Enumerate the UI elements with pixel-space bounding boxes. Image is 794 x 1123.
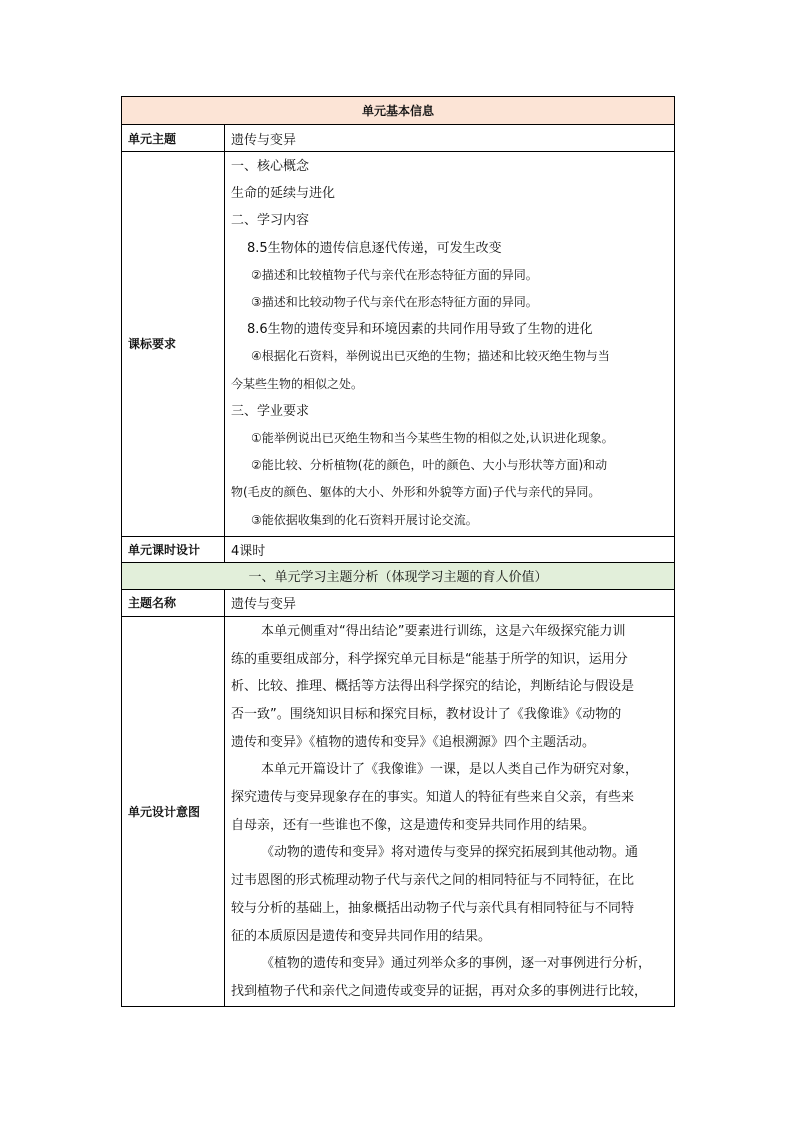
design-intent-line: 否一致”。围绕知识目标和探究目标，教材设计了《我像谁》《动物的 <box>231 706 622 722</box>
curriculum-content <box>225 152 675 537</box>
topic-name-value: 遗传与变异 <box>225 589 675 616</box>
curriculum-line: ①能举例说出已灭绝生物和当今某些生物的相似之处,认识进化现象。 <box>251 431 614 446</box>
design-intent-row <box>122 616 675 1006</box>
topic-name-label: 主题名称 <box>122 589 225 616</box>
section-one-row <box>122 562 675 589</box>
curriculum-line: ②能比较、分析植物(花的颜色，叶的颜色、大小与形状等方面)和动 <box>251 458 608 473</box>
lesson-design-row <box>122 536 675 562</box>
design-intent-line: 自母亲，还有一些谁也不像，这是遗传和变异共同作用的结果。 <box>231 817 596 833</box>
curriculum-line: ③描述和比较动物子代与亲代在形态特征方面的异同。 <box>251 295 538 310</box>
design-intent-line: 过韦恩图的形式梳理动物子代与亲代之间的相同特征与不同特征，在比 <box>231 873 635 889</box>
unit-theme-label: 单元主题 <box>122 125 225 152</box>
design-intent-line: 本单元开篇设计了《我像谁》一课，是以人类自己作为研究对象， <box>261 762 639 778</box>
design-intent-line: 征的本质原因是遗传和变异共同作用的结果。 <box>231 928 492 944</box>
design-intent-content <box>225 616 675 1006</box>
curriculum-line: 三、学业要求 <box>231 403 310 419</box>
header-row <box>122 97 675 125</box>
curriculum-row <box>122 152 675 537</box>
design-intent-line: 《植物的遗传和变异》通过列举众多的事例，逐一对事例进行分析， <box>261 956 652 972</box>
design-intent-line: 遗传和变异》《植物的遗传和变异》《追根溯源》四个主题活动。 <box>231 734 596 750</box>
topic-name-row <box>122 589 675 616</box>
design-intent-line: 探究遗传与变异现象存在的事实。知道人的特征有些来自父亲，有些来 <box>231 790 635 806</box>
design-intent-line: 练的重要组成部分，科学探究单元目标是“能基于所学的知识，运用分 <box>231 651 628 667</box>
curriculum-line: 8.6生物的遗传变异和环境因素的共同作用导致了生物的进化 <box>247 322 593 338</box>
unit-theme-value: 遗传与变异 <box>225 125 675 152</box>
section-one-title: 一、单元学习主题分析（体现学习主题的育人价值） <box>122 562 675 589</box>
table-title: 单元基本信息 <box>122 97 675 125</box>
lesson-design-value: 4课时 <box>225 536 675 562</box>
unit-info-table <box>121 96 675 1007</box>
curriculum-line: ④根据化石资料，举例说出已灭绝的生物；描述和比较灭绝生物与当 <box>251 349 610 364</box>
design-intent-line: 析、比较、推理、概括等方法得出科学探究的结论，判断结论与假设是 <box>231 679 635 695</box>
design-intent-line: 《动物的遗传和变异》将对遗传与变异的探究拓展到其他动物。通 <box>261 845 639 861</box>
unit-theme-row <box>122 125 675 152</box>
curriculum-line: ②描述和比较植物子代与亲代在形态特征方面的异同。 <box>251 267 538 282</box>
curriculum-line: 今某些生物的相似之处。 <box>231 376 364 391</box>
design-intent-line: 找到植物子代和亲代之间遗传或变异的证据，再对众多的事例进行比较， <box>231 983 648 999</box>
design-intent-label: 单元设计意图 <box>122 616 225 1006</box>
curriculum-line: ③能依据收集到的化石资料开展讨论交流。 <box>251 512 478 527</box>
lesson-design-label: 单元课时设计 <box>122 536 225 562</box>
curriculum-line: 物(毛皮的颜色、躯体的大小、外形和外貌等方面)子代与亲代的异同。 <box>231 485 601 500</box>
curriculum-label: 课标要求 <box>122 152 225 537</box>
curriculum-line: 一、核心概念 <box>231 159 310 174</box>
curriculum-line: 生命的延续与进化 <box>231 186 336 202</box>
curriculum-line: 二、学习内容 <box>231 213 310 229</box>
curriculum-line: 8.5生物体的遗传信息逐代传递，可发生改变 <box>247 240 502 256</box>
design-intent-line: 本单元侧重对“得出结论”要素进行训练，这是六年级探究能力训 <box>261 623 626 639</box>
design-intent-line: 较与分析的基础上，抽象概括出动物子代与亲代具有相同特征与不同特 <box>231 900 635 916</box>
